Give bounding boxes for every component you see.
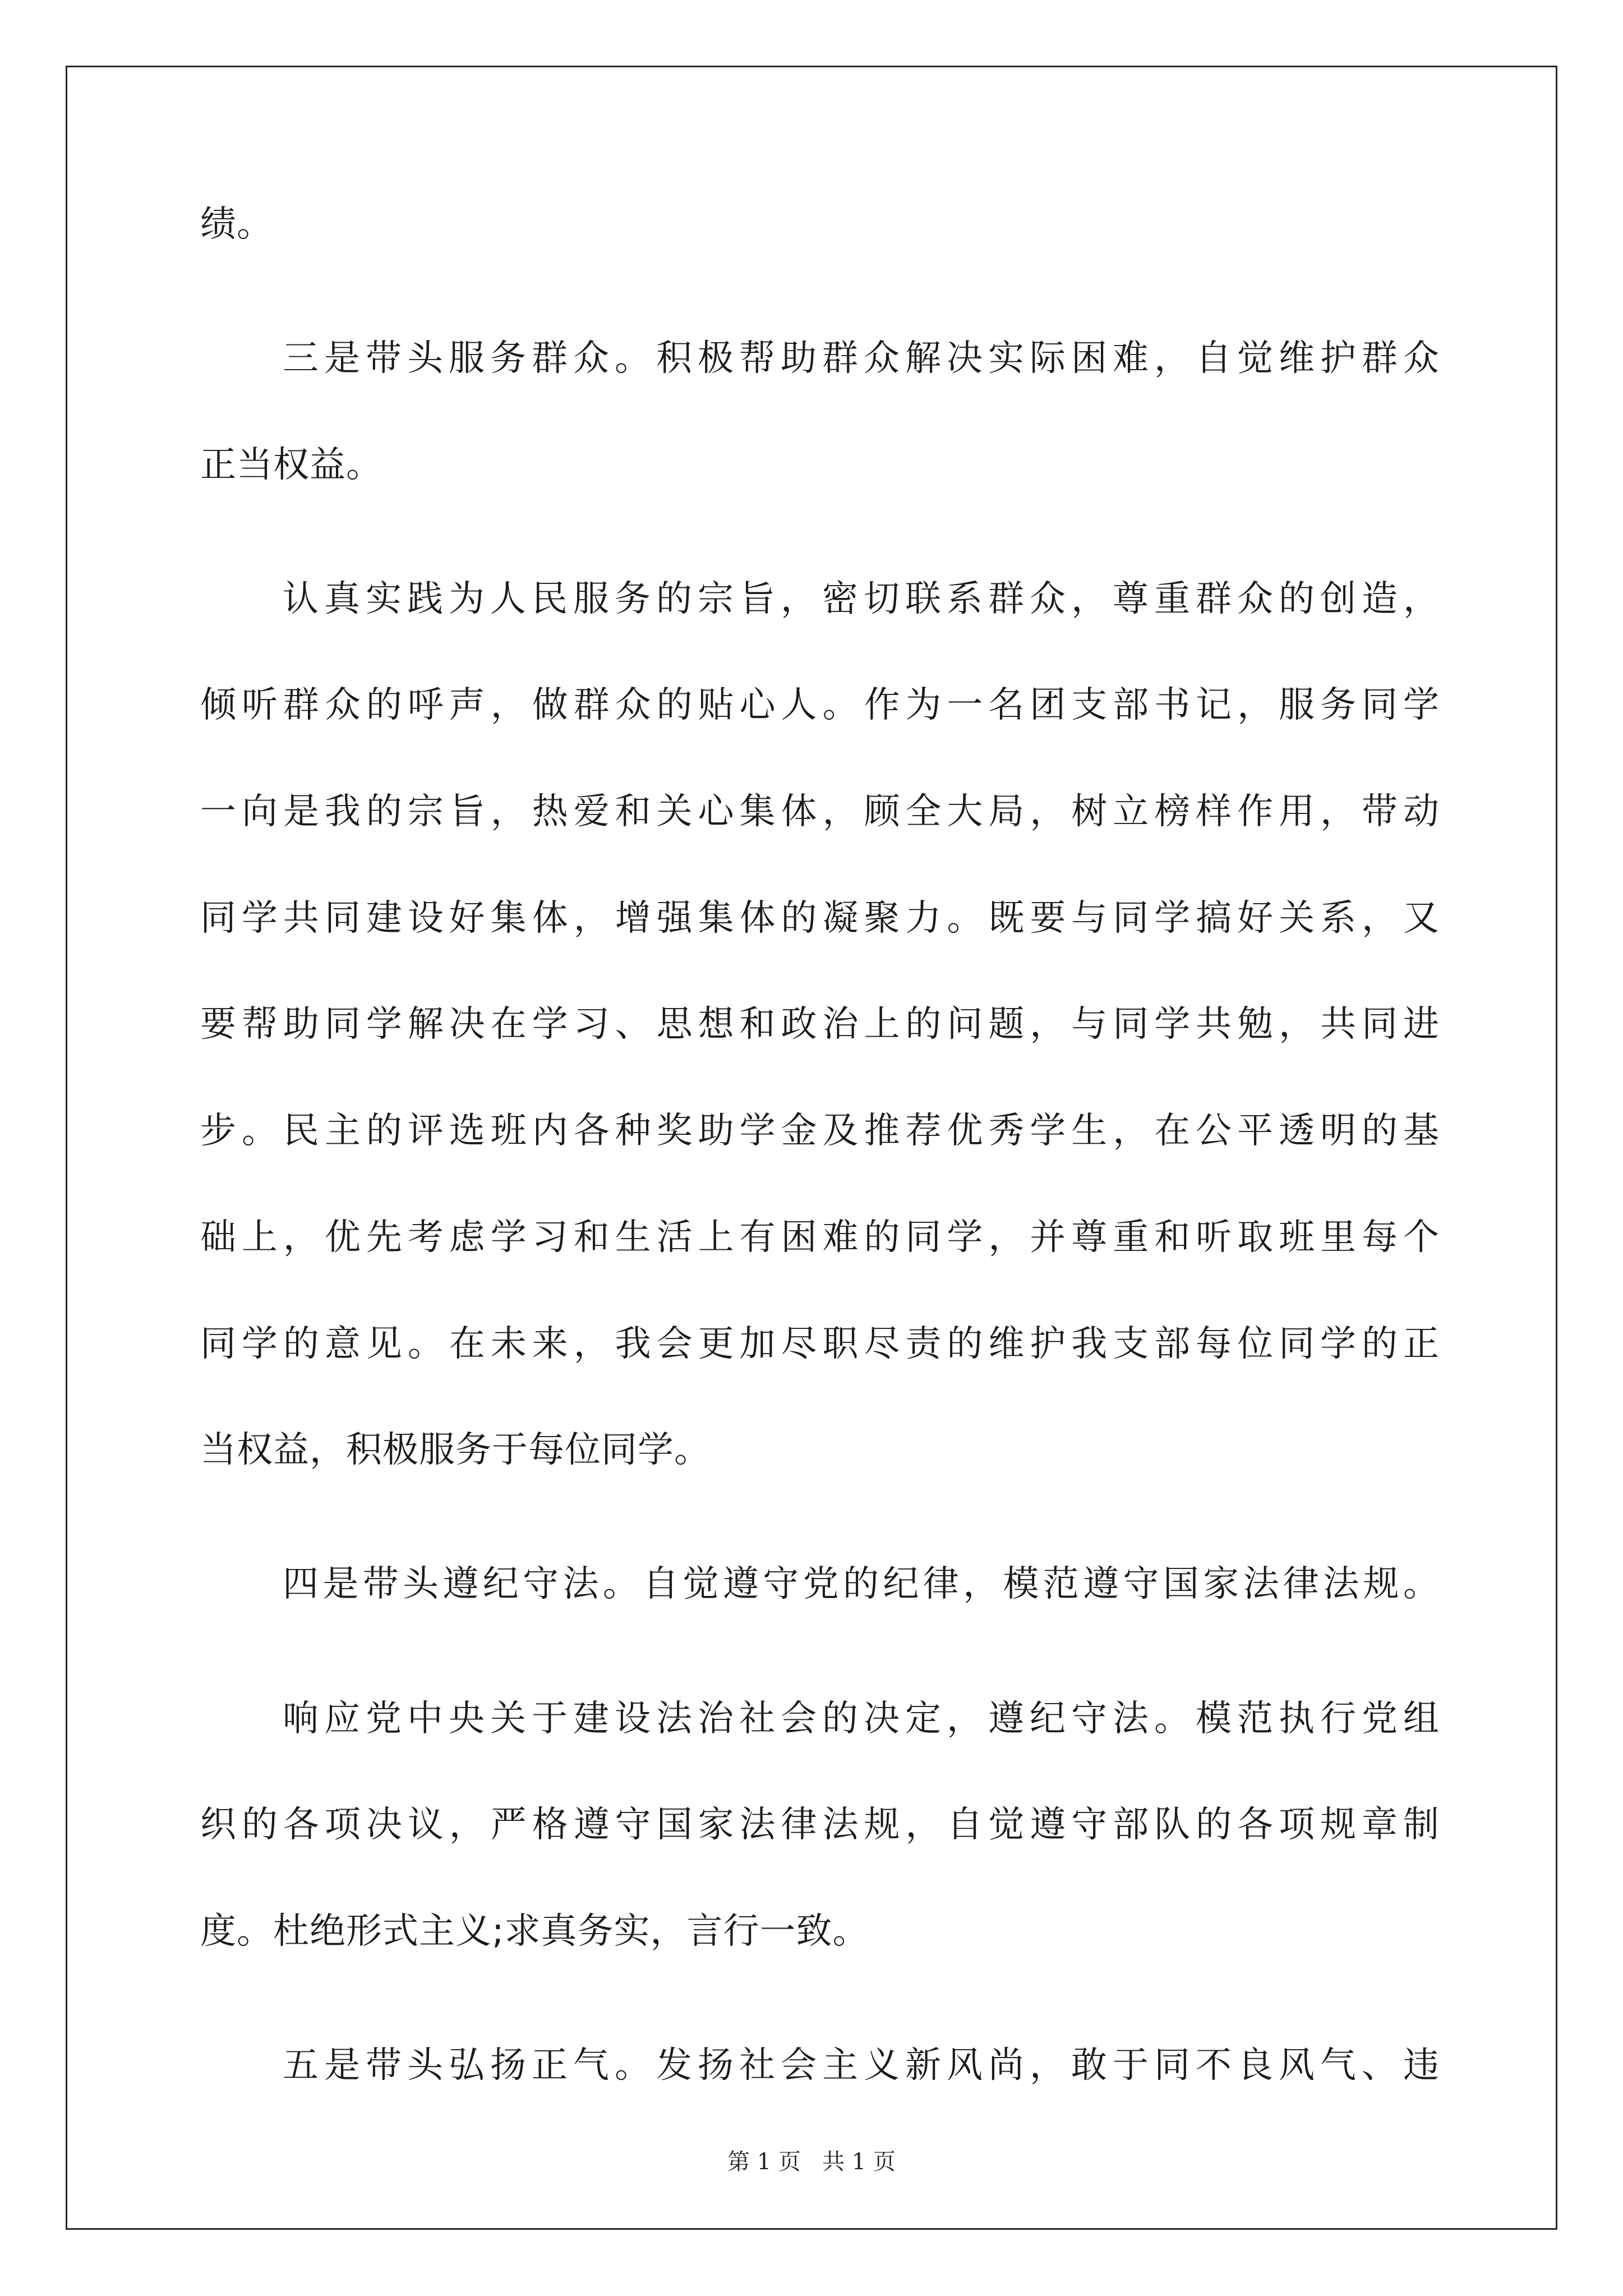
paragraph-start-line: 五是带头弘扬正气。发扬社会主义新风尚，敢于同不良风气、违 bbox=[283, 2045, 1440, 2086]
paragraph-start-line: 三是带头服务群众。积极帮助群众解决实际困难，自觉维护群众 bbox=[283, 338, 1440, 379]
text-line: 织的各项决议，严格遵守国家法律法规，自觉遵守部队的各项规章制 bbox=[200, 1804, 1440, 1846]
text-line: 度。杜绝形式主义;求真务实，言行一致。 bbox=[200, 1911, 869, 1952]
paragraph-start-line: 认真实践为人民服务的宗旨，密切联系群众，尊重群众的创造， bbox=[283, 578, 1440, 620]
text-line: 要帮助同学解决在学习、思想和政治上的问题，与同学共勉，共同进 bbox=[200, 1004, 1440, 1045]
text-line: 一向是我的宗旨，热爱和关心集体，顾全大局，树立榜样作用，带动 bbox=[200, 791, 1440, 832]
text-line: 步。民主的评选班内各种奖助学金及推荐优秀学生，在公平透明的基 bbox=[200, 1110, 1440, 1152]
paragraph-start-line: 四是带头遵纪守法。自觉遵守党的纪律，模范遵守国家法律法规。 bbox=[283, 1563, 1440, 1605]
paragraph-start-line: 响应党中央关于建设法治社会的决定，遵纪守法。模范执行党组 bbox=[283, 1698, 1440, 1740]
text-line: 倾听群众的呼声，做群众的贴心人。作为一名团支部书记，服务同学 bbox=[200, 684, 1440, 726]
text-line: 正当权益。 bbox=[200, 444, 382, 486]
text-line: 绩。 bbox=[200, 204, 273, 245]
text-line: 同学的意见。在未来，我会更加尽职尽责的维护我支部每位同学的正 bbox=[200, 1323, 1440, 1365]
text-line: 当权益，积极服务于每位同学。 bbox=[200, 1429, 711, 1471]
text-line: 同学共同建设好集体，增强集体的凝聚力。既要与同学搞好关系，又 bbox=[200, 898, 1440, 939]
text-line: 础上，优先考虑学习和生活上有困难的同学，并尊重和听取班里每个 bbox=[200, 1217, 1440, 1258]
page-number-footer: 第 1 页 共 1 页 bbox=[727, 2149, 896, 2175]
